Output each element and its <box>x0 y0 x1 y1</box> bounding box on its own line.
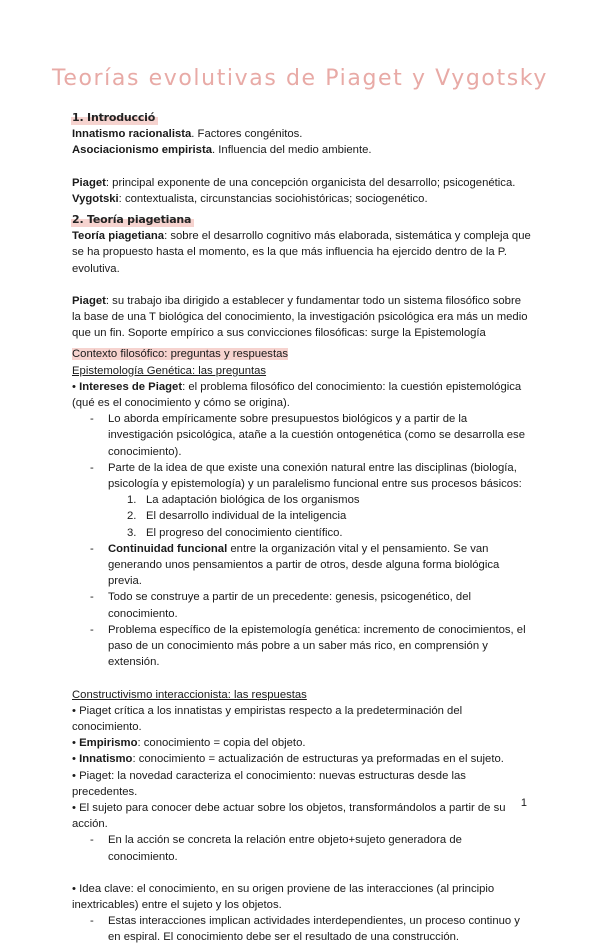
bullet-item: • Idea clave: el conocimiento, en su origen proviene de las interacciones (al principio inextricables) entre el sujeto y los objetos. <box>72 882 495 911</box>
dash-item: - Todo se construye a partir de un precedente: genesis, psicogenético, del conocimiento. <box>72 589 532 621</box>
paragraph: Vygotski: contextualista, circunstancias sociohistóricas; sociogenético. <box>72 192 428 205</box>
subsection-title-constructivismo: Constructivismo interaccionista: las respuestas <box>72 688 307 701</box>
section-heading-introduccion: 1. Introducció <box>72 110 155 126</box>
numbered-item: 2. El desarrollo individual de la inteligencia <box>127 510 347 523</box>
subsection-heading-contexto: Contexto filosófico: preguntas y respuestas <box>72 348 289 361</box>
paragraph: Asociacionismo empirista. Influencia del medio ambiente. <box>72 144 372 157</box>
numbered-item: 3. El progreso del conocimiento científico. <box>127 526 343 539</box>
numbered-item: 1. La adaptación biológica de los organismos <box>127 494 360 507</box>
bullet-item: • El sujeto para conocer debe actuar sobre los objetos, transformándolos a partir de su acción. <box>72 801 506 831</box>
paragraph: Teoría piagetiana: sobre el desarrollo cognitivo más elaborada, sistemática y compleja que se ha propuesto hasta el momento, es la que más influencia ha ejercido dentro de la P. evolutiva. <box>72 230 531 275</box>
bullet-item: • Piaget crítica a los innatistas y empiristas respecto a la predeterminación del conocimiento. <box>72 704 463 733</box>
page-number: 1 <box>520 797 527 809</box>
bullet-item: • Empirismo: conocimiento = copia del objeto. <box>72 737 306 750</box>
bullet-item: • Innatismo: conocimiento = actualización de estructuras ya preformadas en el sujeto. <box>72 753 504 766</box>
document-title: Teorías evolutivas de Piaget y Vygotsky <box>52 66 548 91</box>
dash-item: - En la acción se concreta la relación entre objeto+sujeto generadora de conocimiento. <box>72 832 532 864</box>
paragraph: Piaget: su trabajo iba dirigido a establecer y fundamentar todo un sistema filosófico sobre la base de una T biológica del conocimiento, la investigación psicológica era más un medio que un fin. Soporte empírico a sus convicciones filosóficas: surge la Epistemología <box>72 294 528 340</box>
dash-item: - Continuidad funcional entre la organización vital y el pensamiento. Se van generando unos pensamientos a partir de otros, desde alguna forma biológica previa. <box>72 541 532 590</box>
dash-item: - Estas interacciones implican actividades interdependientes, un proceso continuo y en espiral. El conocimiento debe ser el resultado de una construcción. <box>72 913 532 945</box>
bullet-item: • Intereses de Piaget: el problema filosófico del conocimiento: la cuestión epistemológica (qué es el conocimiento y cómo se origina). <box>72 380 522 410</box>
document-body <box>72 110 532 946</box>
dash-item: - Parte de la idea de que existe una conexión natural entre las disciplinas (biología, psicología y epistemología) y un paralelismo funcional entre sus procesos básicos: <box>72 460 532 492</box>
section-heading-teoria-piagetiana: 2. Teoría piagetiana <box>72 212 191 228</box>
bullet-item: • Piaget: la novedad caracteriza el conocimiento: nuevas estructuras desde las precedentes. <box>72 769 466 798</box>
subsection-title-epistemologia: Epistemología Genética: las preguntas <box>72 364 267 377</box>
paragraph: Piaget: principal exponente de una concepción organicista del desarrollo; psicogenética. <box>72 176 516 189</box>
dash-item: - Problema específico de la epistemología genética: incremento de conocimientos, el paso de un conocimiento más pobre a un saber más rico, en comprensión y extensión. <box>72 622 532 671</box>
dash-item: - Lo aborda empíricamente sobre presupuestos biológicos y a partir de la investigación psicológica, atañe a la cuestión ontogenética (como se desarrolla ese conocimiento). <box>72 411 532 460</box>
paragraph: Innatismo racionalista. Factores congénitos. <box>72 128 303 141</box>
